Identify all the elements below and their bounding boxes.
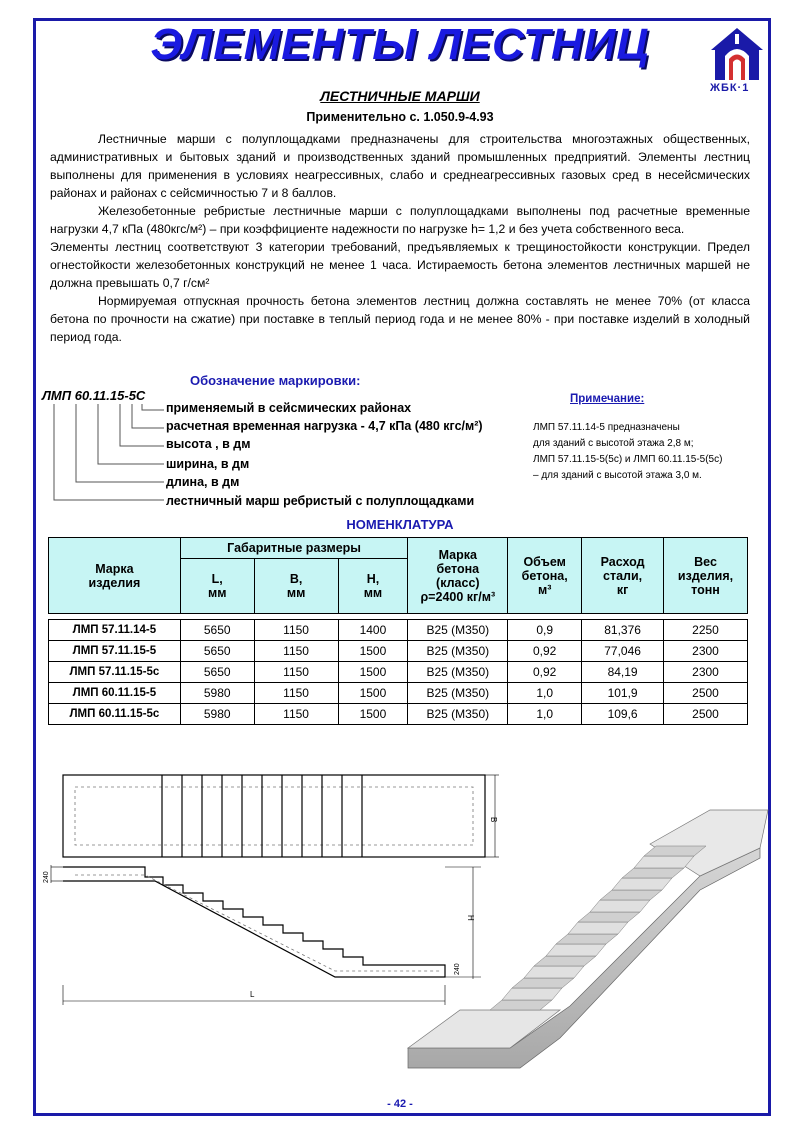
dim-H-label: H [466,915,475,921]
description-text [50,130,750,346]
marking-code: ЛМП 60.11.15-5С [42,388,146,403]
marking-leader-lines [40,400,170,510]
note-line: ЛМП 57.11.15-5(5с) и ЛМП 60.11.15-5(5с) [533,454,723,465]
legend-item-seismic: применяемый в сейсмических районах [166,401,412,415]
header-mark: Марка изделия [49,538,181,614]
note-text [533,420,773,484]
table-row: ЛМП 57.11.15-5с 5650 1150 1500 B25 (M350) 0,92 84,19 2300 [49,662,748,683]
table-row: ЛМП 60.11.15-5с 5980 1150 1500 B25 (M350) 1,0 109,6 2500 [49,704,748,725]
paragraph-1: Лестничные марши с полуплощадками предназначены для строительства многоэтажных общественных, административных и бытовых зданий и производственных зданий промышленных предприятий. Элементы лестниц выполнены для применения в условиях неагрессивных, слабо и среднеагрессивных газовых сред в несейсмических районах и районах с сейсмичностью 7 и 8 баллов. [50,132,750,200]
table-row: ЛМП 57.11.14-5 5650 1150 1400 B25 (M350) 0,9 81,376 2250 [49,620,748,641]
dim-240-bottom-label: 240 [454,963,461,975]
page-title: ЭЛЕМЕНТЫ ЛЕСТНИЦ [150,20,650,69]
header-weight: Вес изделия, тонн [664,538,748,614]
paragraph-3: Элементы лестниц соответствуют 3 категории требований, предъявляемых к трещиностойкости конструкции. Предел огнестойкости железобетонных конструкций не менее 1 часа. Истираемость бетона элементов лестничных маршей не должна превышать 0,7 г/см² [50,240,750,290]
stair-3d-illustration [400,810,770,1080]
logo-text: ЖБК·1 [710,82,750,94]
dim-L-label: L [250,990,255,999]
legend-item-width: ширина, в дм [166,457,250,471]
header-steel: Расход стали, кг [582,538,664,614]
paragraph-4: Нормируемая отпускная прочность бетона элементов лестниц должна составлять не менее 70% (от класса бетона по прочности на сжатие) при поставке в теплый период года и не менее 80% - при поставке изделий в холодный период года. [50,294,750,344]
page-number: - 42 - [387,1098,413,1110]
header-concrete: Марка бетона (класс) ρ=2400 кг/м³ [408,538,508,614]
note-line: – для зданий с высотой этажа 3,0 м. [533,470,702,481]
table-row: ЛМП 57.11.15-5 5650 1150 1500 B25 (M350) 0,92 77,046 2300 [49,641,748,662]
applicability-line: Применительно с. 1.050.9-4.93 [306,110,494,124]
note-heading: Примечание: [570,393,645,405]
header-B: B, мм [254,559,338,614]
legend-item-height: высота , в дм [166,437,251,451]
note-line: для зданий с высотой этажа 2,8 м; [533,438,694,449]
header-H: H, мм [338,559,408,614]
legend-item-load: расчетная временная нагрузка - 4,7 кПа (480 кгс/м²) [166,419,483,433]
header-L: L, мм [180,559,254,614]
legend-item-type: лестничный марш ребристый с полуплощадками [166,494,475,508]
legend-item-length: длина, в дм [166,475,240,489]
dim-240-top-label: 240 [43,871,50,883]
header-volume: Объем бетона, м³ [508,538,582,614]
nomenclature-table [48,537,748,725]
table-row: ЛМП 60.11.15-5 5980 1150 1500 B25 (M350) 1,0 101,9 2500 [49,683,748,704]
table-title: НОМЕНКЛАТУРА [346,517,454,532]
company-logo [709,26,765,82]
section-subtitle: ЛЕСТНИЧНЫЕ МАРШИ [320,88,480,104]
note-line: ЛМП 57.11.14-5 предназначены [533,422,680,433]
header-dimensions: Габаритные размеры [180,538,408,559]
marking-heading: Обозначение маркировки: [190,373,361,388]
dim-B-label: B [489,817,498,823]
paragraph-2: Железобетонные ребристые лестничные марши с полуплощадками выполнены под расчетные временные нагрузки 4,7 кПа (480кгс/м²) – при коэффициенте надежности по нагрузке h= 1,2 и без учета собственного веса. [50,204,750,236]
